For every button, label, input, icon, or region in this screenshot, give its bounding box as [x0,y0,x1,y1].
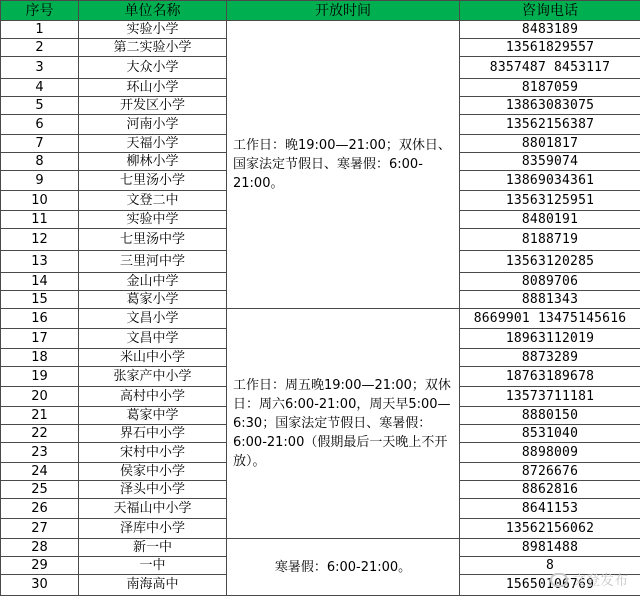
seq-cell: 8 [1,153,79,171]
seq-cell: 28 [1,539,79,557]
phone-cell: 8801817 [460,135,640,153]
school-name-cell: 大众小学 [79,57,227,79]
header-hours: 开放时间 [227,1,460,21]
seq-cell: 18 [1,349,79,367]
seq-cell: 15 [1,291,79,309]
phone-cell: 8089706 [460,273,640,291]
school-name-cell: 南海高中 [79,575,227,596]
phone-cell: 8 [460,557,640,575]
phone-cell: 13863083075 [460,97,640,115]
seq-cell: 5 [1,97,79,115]
seq-cell: 9 [1,171,79,191]
school-name-cell: 环山小学 [79,79,227,97]
phone-cell: 8881343 [460,291,640,309]
school-name-cell: 界石中小学 [79,425,227,443]
seq-cell: 14 [1,273,79,291]
phone-cell: 15650106769 [460,575,640,596]
seq-cell: 24 [1,463,79,481]
school-name-cell: 高村中小学 [79,387,227,407]
phone-cell: 8531040 [460,425,640,443]
seq-cell: 16 [1,309,79,329]
seq-cell: 2 [1,39,79,57]
phone-cell: 8669901 13475145616 [460,309,640,329]
phone-cell: 13869034361 [460,171,640,191]
school-name-cell: 侯家中小学 [79,463,227,481]
seq-cell: 20 [1,387,79,407]
school-name-cell: 柳林小学 [79,153,227,171]
phone-cell: 8357487 8453117 [460,57,640,79]
phone-cell: 8641153 [460,499,640,519]
school-name-cell: 米山中小学 [79,349,227,367]
phone-cell: 13563125951 [460,191,640,211]
seq-cell: 13 [1,251,79,273]
school-name-cell: 七里汤小学 [79,171,227,191]
header-phone: 咨询电话 [460,1,640,21]
school-name-cell: 一中 [79,557,227,575]
seq-cell: 3 [1,57,79,79]
opening-hours-cell: 工作日：晚19:00—21:00；双休日、国家法定节假日、寒暑假：6:00-21:00。 [227,21,460,309]
seq-cell: 29 [1,557,79,575]
phone-cell: 13562156387 [460,115,640,135]
phone-cell: 8862816 [460,481,640,499]
phone-cell: 13562156062 [460,519,640,539]
phone-cell: 8726676 [460,463,640,481]
table-row [1,309,640,329]
phone-cell: 8359074 [460,153,640,171]
phone-cell: 13563120285 [460,251,640,273]
seq-cell: 26 [1,499,79,519]
seq-cell: 12 [1,229,79,251]
school-name-cell: 开发区小学 [79,97,227,115]
seq-cell: 10 [1,191,79,211]
school-name-cell: 新一中 [79,539,227,557]
school-name-cell: 文登二中 [79,191,227,211]
header-name: 单位名称 [79,1,227,21]
phone-cell: 8898009 [460,443,640,463]
seq-cell: 11 [1,211,79,229]
phone-cell: 8187059 [460,79,640,97]
school-name-cell: 宋村中小学 [79,443,227,463]
header-seq: 序号 [1,1,79,21]
school-name-cell: 泽库中小学 [79,519,227,539]
phone-cell: 8483189 [460,21,640,39]
seq-cell: 6 [1,115,79,135]
school-name-cell: 金山中学 [79,273,227,291]
seq-cell: 27 [1,519,79,539]
opening-hours-cell: 工作日：周五晚19:00—21:00；双休日：周六6:00-21:00，周天早5:00—6:30；国家法定节假日、寒暑假：6:00-21:00（假期最后一天晚上不开放）。 [227,309,460,539]
header-row [1,1,640,21]
seq-cell: 22 [1,425,79,443]
school-name-cell: 葛家中学 [79,407,227,425]
seq-cell: 17 [1,329,79,349]
school-name-cell: 泽头中小学 [79,481,227,499]
phone-cell: 8873289 [460,349,640,367]
school-name-cell: 实验小学 [79,21,227,39]
seq-cell: 1 [1,21,79,39]
phone-cell: 18963112019 [460,329,640,349]
seq-cell: 25 [1,481,79,499]
school-name-cell: 文昌中学 [79,329,227,349]
seq-cell: 7 [1,135,79,153]
seq-cell: 4 [1,79,79,97]
phone-cell: 8188719 [460,229,640,251]
phone-cell: 8880150 [460,407,640,425]
seq-cell: 30 [1,575,79,596]
school-name-cell: 文昌小学 [79,309,227,329]
opening-hours-cell: 寒暑假：6:00-21:00。 [227,539,460,596]
phone-cell: 13561829557 [460,39,640,57]
watermark-text: 文登发布 [572,573,628,589]
school-name-cell: 葛家小学 [79,291,227,309]
school-name-cell: 张家产中小学 [79,367,227,387]
table-row [1,539,640,557]
seq-cell: 23 [1,443,79,463]
phone-cell: 18763189678 [460,367,640,387]
phone-cell: 8981488 [460,539,640,557]
school-name-cell: 七里汤中学 [79,229,227,251]
phone-cell: 13573711181 [460,387,640,407]
school-name-cell: 天福山中小学 [79,499,227,519]
school-name-cell: 河南小学 [79,115,227,135]
table-row [1,21,640,39]
seq-cell: 19 [1,367,79,387]
school-name-cell: 天福小学 [79,135,227,153]
school-name-cell: 实验中学 [79,211,227,229]
seq-cell: 21 [1,407,79,425]
phone-cell: 8480191 [460,211,640,229]
school-name-cell: 三里河中学 [79,251,227,273]
school-name-cell: 第二实验小学 [79,39,227,57]
